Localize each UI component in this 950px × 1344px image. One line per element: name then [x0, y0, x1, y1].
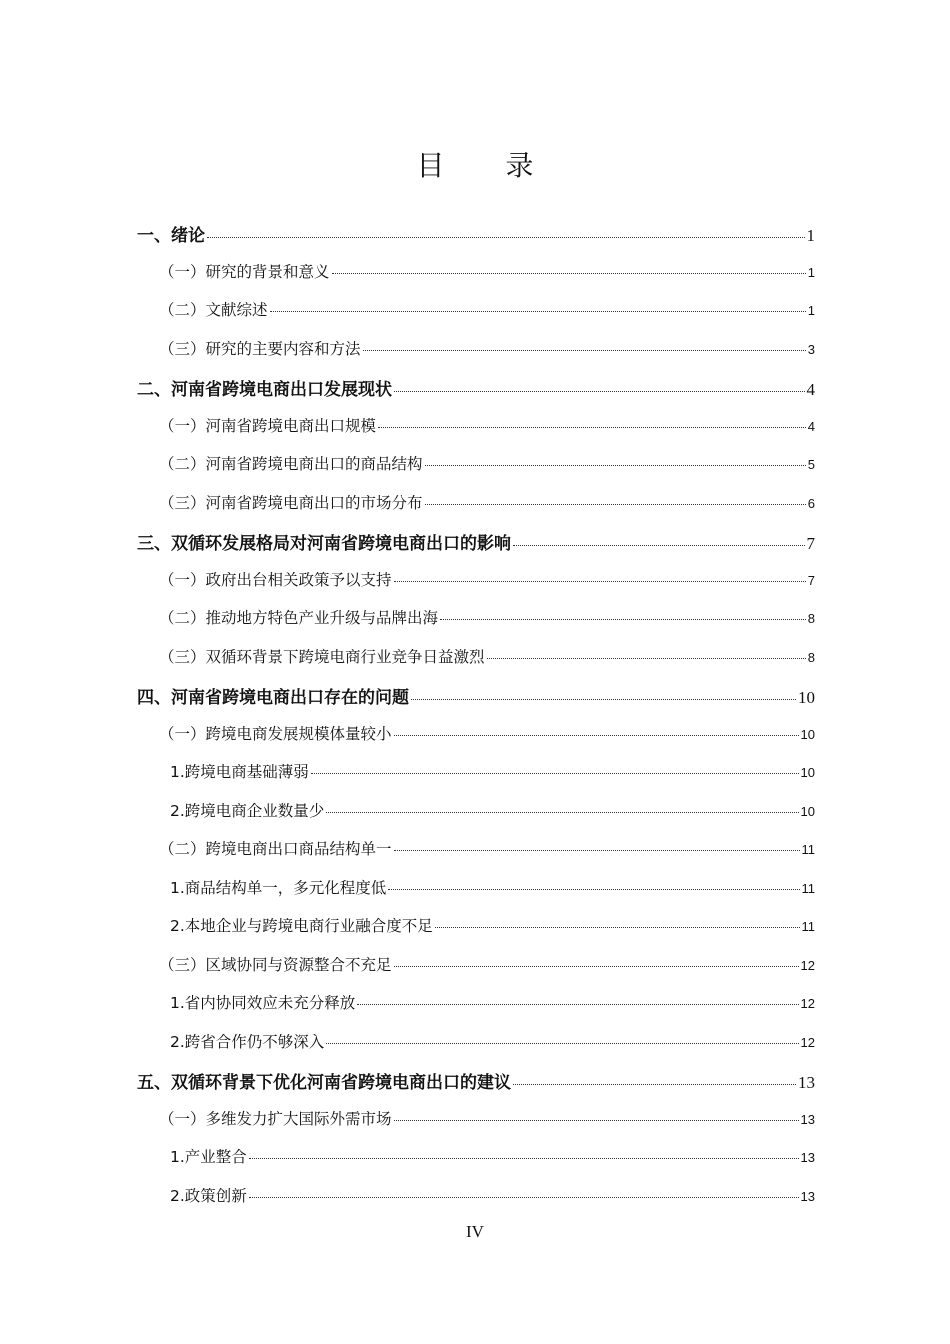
toc-leader-dots [378, 427, 806, 428]
toc-entry-page: 7 [806, 534, 815, 553]
toc-entry-page: 7 [807, 572, 815, 588]
toc-entry[interactable] [170, 876, 815, 898]
toc-entry-page: 10 [798, 688, 815, 707]
toc-leader-dots [425, 465, 806, 466]
toc-leader-dots [326, 812, 798, 813]
toc-entry-text: （三）研究的主要内容和方法 [159, 339, 361, 358]
toc-entry-text: （三）双循环背景下跨境电商行业竞争日益激烈 [159, 647, 485, 666]
toc-leader-dots [513, 1084, 796, 1085]
toc-entry-text: （一）研究的背景和意义 [159, 262, 330, 281]
toc-leader-dots [388, 889, 799, 890]
toc-entry[interactable] [159, 337, 815, 359]
toc-entry-page: 12 [800, 957, 815, 973]
toc-leader-dots [363, 350, 806, 351]
toc-entry-page: 13 [800, 1111, 815, 1127]
toc-entry-page: 11 [801, 880, 815, 896]
toc-entry-page: 6 [807, 495, 815, 511]
toc-entry[interactable] [170, 799, 815, 821]
toc-leader-dots [332, 273, 806, 274]
toc-entry-text: 四、河南省跨境电商出口存在的问题 [137, 688, 409, 708]
toc-entry-page: 8 [807, 611, 815, 626]
toc-entry[interactable] [170, 1030, 815, 1052]
toc-entry-page: 4 [806, 380, 815, 399]
toc-entry-page: 5 [807, 457, 815, 472]
toc-entry[interactable] [159, 837, 815, 859]
toc-entry[interactable] [159, 491, 815, 513]
toc-entry-page: 12 [800, 1034, 815, 1050]
toc-entry-text: 2.本地企业与跨境电商行业融合度不足 [170, 917, 433, 935]
toc-entry-page: 11 [801, 919, 815, 934]
toc-entry-page: 11 [801, 842, 815, 857]
page-title: 目 录 [416, 149, 560, 182]
toc-leader-dots [394, 850, 800, 851]
toc-leader-dots [394, 735, 799, 736]
toc-entry[interactable] [159, 298, 815, 320]
toc-leader-dots [394, 1120, 799, 1121]
toc-leader-dots [270, 311, 806, 312]
toc-leader-dots [394, 581, 806, 582]
toc-entry-text: 1.跨境电商基础薄弱 [170, 763, 309, 781]
toc-leader-dots [326, 1043, 798, 1044]
toc-entry-page: 1 [807, 264, 815, 280]
toc-entry[interactable] [159, 1107, 815, 1129]
toc-leader-dots [440, 619, 806, 620]
toc-entry-page: 3 [807, 341, 815, 357]
toc-entry-page: 8 [807, 649, 815, 665]
toc-entry-text: （二）跨境电商出口商品结构单一 [159, 840, 392, 858]
toc-entry-text: 2.跨境电商企业数量少 [170, 801, 325, 820]
toc-entry-page: 13 [800, 1150, 815, 1165]
toc-entry-text: 五、双循环背景下优化河南省跨境电商出口的建议 [137, 1073, 511, 1093]
toc-entry[interactable] [159, 260, 815, 282]
toc-entry[interactable] [137, 221, 815, 246]
toc-entry-text: （二）河南省跨境电商出口的商品结构 [159, 455, 423, 473]
toc-leader-dots [207, 237, 805, 238]
toc-entry[interactable] [159, 722, 815, 744]
toc-entry[interactable] [159, 414, 815, 436]
toc-entry-page: 1 [807, 303, 815, 318]
toc-entry-text: （三）河南省跨境电商出口的市场分布 [159, 493, 423, 512]
toc-entry-text: 1.商品结构单一，多元化程度低 [170, 878, 387, 897]
toc-entry[interactable] [137, 683, 815, 708]
toc-entry[interactable] [170, 1145, 815, 1167]
toc-leader-dots [357, 1004, 798, 1005]
toc-entry-page: 10 [800, 726, 815, 742]
toc-leader-dots [394, 391, 805, 392]
toc-entry[interactable] [137, 375, 815, 400]
toc-entry[interactable] [159, 606, 815, 628]
toc-entry-text: （三）区域协同与资源整合不充足 [159, 955, 392, 974]
toc-leader-dots [487, 658, 806, 659]
toc-entry[interactable] [137, 529, 815, 554]
toc-entry-page: 13 [798, 1073, 815, 1092]
toc-leader-dots [249, 1158, 799, 1159]
toc-entry[interactable] [170, 1184, 815, 1206]
toc-entry-text: 二、河南省跨境电商出口发展现状 [137, 380, 392, 400]
toc-entry-text: 1.省内协同效应未充分释放 [170, 994, 356, 1012]
toc-entry-page: 10 [800, 803, 815, 819]
toc-entry-text: （二）推动地方特色产业升级与品牌出海 [159, 609, 439, 627]
toc-entry-page: 13 [800, 1188, 815, 1204]
toc-entry-page: 4 [807, 418, 815, 434]
toc-entry-text: 2.跨省合作仍不够深入 [170, 1032, 325, 1051]
toc-entry-page: 1 [806, 226, 815, 245]
toc-entry[interactable] [159, 645, 815, 667]
toc-entry-page: 12 [800, 996, 815, 1011]
toc-entry[interactable] [170, 760, 815, 782]
toc-entry-text: （一）河南省跨境电商出口规模 [159, 416, 377, 435]
toc-entry[interactable] [137, 1068, 815, 1093]
toc-entry[interactable] [170, 914, 815, 936]
toc-leader-dots [411, 699, 796, 700]
toc-entry-text: 2.政策创新 [170, 1186, 247, 1205]
toc-entry-text: （二）文献综述 [159, 301, 268, 319]
toc-entry[interactable] [159, 452, 815, 474]
toc-leader-dots [435, 927, 800, 928]
toc-entry[interactable] [159, 953, 815, 975]
toc-entry-page: 10 [800, 765, 815, 780]
toc-entry-text: （一）政府出台相关政策予以支持 [159, 570, 392, 589]
toc-entry-text: 三、双循环发展格局对河南省跨境电商出口的影响 [137, 534, 511, 554]
toc-entry-text: （一）跨境电商发展规模体量较小 [159, 724, 392, 743]
toc-entry[interactable] [159, 568, 815, 590]
page-number: IV [466, 1222, 484, 1241]
toc-entry-text: 一、绪论 [137, 226, 205, 246]
toc-leader-dots [249, 1197, 799, 1198]
toc-entry[interactable] [170, 991, 815, 1013]
toc-entry-text: 1.产业整合 [170, 1148, 247, 1166]
toc-leader-dots [311, 773, 799, 774]
toc-leader-dots [394, 966, 799, 967]
toc-leader-dots [425, 504, 806, 505]
toc-entry-text: （一）多维发力扩大国际外需市场 [159, 1109, 392, 1128]
toc-leader-dots [513, 545, 805, 546]
